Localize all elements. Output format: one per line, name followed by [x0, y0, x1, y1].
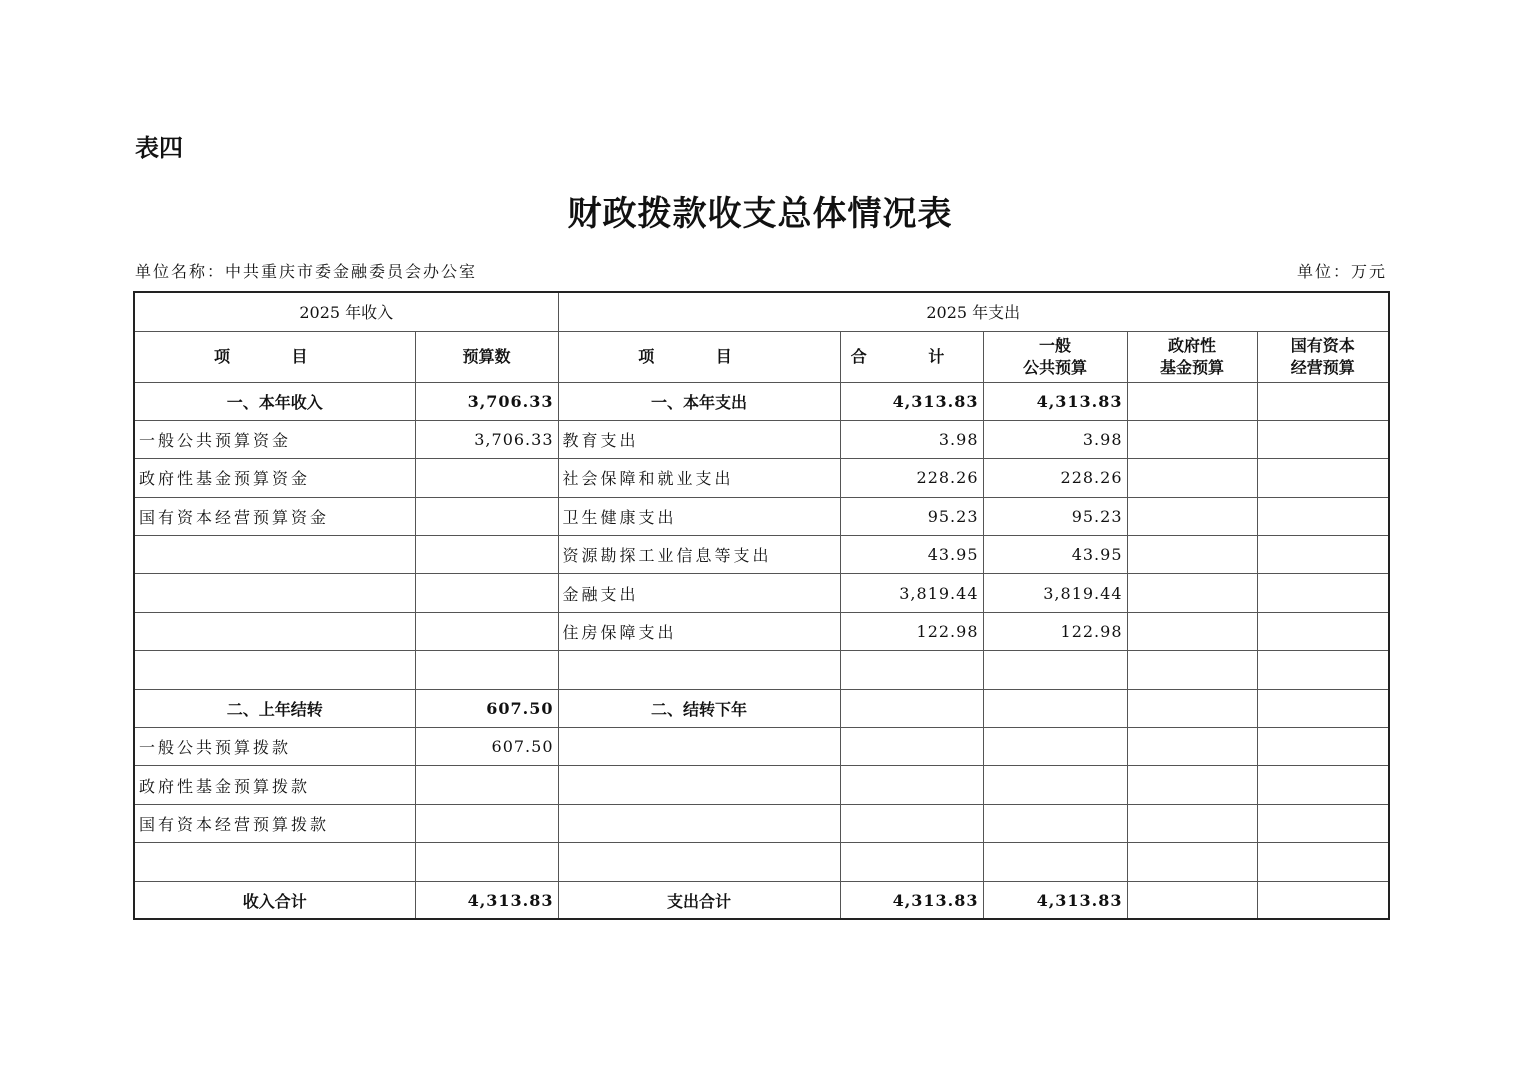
total-cell — [840, 843, 983, 881]
fund-budget-cell — [1127, 689, 1257, 727]
table-label: 表四 — [135, 134, 183, 162]
income-item-cell — [134, 612, 415, 650]
fund-budget-header: 政府性 基金预算 — [1127, 331, 1257, 382]
income-budget-header: 预算数 — [415, 331, 558, 382]
income-item-cell — [134, 574, 415, 612]
total-cell — [840, 766, 983, 804]
table-row — [134, 382, 1389, 420]
income-value-cell: 4,313.83 — [415, 881, 558, 919]
income-value-cell — [415, 497, 558, 535]
expense-group-header: 2025 年支出 — [558, 292, 1389, 331]
expense-item-cell: 卫生健康支出 — [558, 497, 840, 535]
income-item-header — [134, 331, 415, 382]
income-item-cell — [134, 651, 415, 689]
fund-budget-cell — [1127, 651, 1257, 689]
income-item-cell: 一般公共预算资金 — [134, 420, 415, 458]
total-cell — [840, 728, 983, 766]
state-capital-cell — [1257, 420, 1389, 458]
general-budget-cell: 3,819.44 — [983, 574, 1127, 612]
expense-item-cell: 资源勘探工业信息等支出 — [558, 536, 840, 574]
income-item-cell: 政府性基金预算拨款 — [134, 766, 415, 804]
table-row — [134, 766, 1389, 804]
general-budget-cell — [983, 689, 1127, 727]
table-row — [134, 881, 1389, 919]
income-value-cell: 3,706.33 — [415, 420, 558, 458]
income-item-cell: 一、本年收入 — [134, 382, 415, 420]
general-budget-cell: 122.98 — [983, 612, 1127, 650]
fund-budget-cell — [1127, 459, 1257, 497]
fund-budget-cell — [1127, 420, 1257, 458]
state-capital-cell — [1257, 651, 1389, 689]
state-capital-cell — [1257, 382, 1389, 420]
expense-item-header — [558, 331, 840, 382]
table-row — [134, 574, 1389, 612]
state-capital-header: 国有资本 经营预算 — [1257, 331, 1389, 382]
table-row — [134, 728, 1389, 766]
expense-item-cell — [558, 843, 840, 881]
income-item-cell: 国有资本经营预算拨款 — [134, 804, 415, 842]
table-row — [134, 459, 1389, 497]
table-row — [134, 651, 1389, 689]
expense-item-cell: 金融支出 — [558, 574, 840, 612]
expense-item-cell: 社会保障和就业支出 — [558, 459, 840, 497]
total-cell — [840, 651, 983, 689]
income-value-cell — [415, 843, 558, 881]
expense-item-cell: 一、本年支出 — [558, 382, 840, 420]
total-cell — [840, 689, 983, 727]
document-title: 财政拨款收支总体情况表 — [567, 194, 953, 234]
state-capital-cell — [1257, 459, 1389, 497]
table-row — [134, 612, 1389, 650]
general-budget-cell — [983, 804, 1127, 842]
table-row — [134, 689, 1389, 727]
total-cell: 4,313.83 — [840, 382, 983, 420]
table-row — [134, 843, 1389, 881]
fund-budget-cell — [1127, 536, 1257, 574]
fund-budget-cell — [1127, 728, 1257, 766]
expense-item-header-text: 项 目 — [638, 346, 760, 366]
income-value-cell — [415, 459, 558, 497]
income-value-cell — [415, 612, 558, 650]
income-item-cell: 二、上年结转 — [134, 689, 415, 727]
state-capital-cell — [1257, 574, 1389, 612]
income-value-cell: 607.50 — [415, 689, 558, 727]
income-item-cell: 收入合计 — [134, 881, 415, 919]
income-item-cell: 国有资本经营预算资金 — [134, 497, 415, 535]
total-cell — [840, 804, 983, 842]
income-value-cell — [415, 804, 558, 842]
fund-budget-cell — [1127, 574, 1257, 612]
budget-table — [133, 291, 1390, 920]
expense-item-cell — [558, 766, 840, 804]
expense-item-cell: 二、结转下年 — [558, 689, 840, 727]
income-value-cell: 607.50 — [415, 728, 558, 766]
state-capital-cell — [1257, 728, 1389, 766]
state-capital-cell — [1257, 881, 1389, 919]
state-capital-cell — [1257, 612, 1389, 650]
state-capital-cell — [1257, 766, 1389, 804]
income-item-cell — [134, 843, 415, 881]
table-row — [134, 420, 1389, 458]
income-item-cell: 一般公共预算拨款 — [134, 728, 415, 766]
general-budget-cell: 4,313.83 — [983, 881, 1127, 919]
general-budget-cell: 4,313.83 — [983, 382, 1127, 420]
total-cell: 3.98 — [840, 420, 983, 458]
general-budget-cell: 3.98 — [983, 420, 1127, 458]
expense-item-cell — [558, 804, 840, 842]
fund-budget-cell — [1127, 612, 1257, 650]
total-cell: 4,313.83 — [840, 881, 983, 919]
general-budget-cell — [983, 651, 1127, 689]
expense-item-cell: 支出合计 — [558, 881, 840, 919]
total-header-text: 合 计 — [850, 346, 973, 366]
general-budget-cell — [983, 766, 1127, 804]
table-row — [134, 497, 1389, 535]
state-capital-cell — [1257, 843, 1389, 881]
header-row-group — [134, 292, 1389, 331]
total-cell: 122.98 — [840, 612, 983, 650]
state-capital-cell — [1257, 497, 1389, 535]
unit-name: 单位名称：中共重庆市委金融委员会办公室 — [135, 262, 478, 281]
unit-label: 单位：万元 — [1296, 262, 1387, 281]
general-budget-cell: 228.26 — [983, 459, 1127, 497]
fund-budget-cell — [1127, 804, 1257, 842]
fund-budget-cell — [1127, 881, 1257, 919]
total-cell: 3,819.44 — [840, 574, 983, 612]
total-cell: 228.26 — [840, 459, 983, 497]
table-row — [134, 804, 1389, 842]
state-capital-cell — [1257, 804, 1389, 842]
income-value-cell — [415, 651, 558, 689]
general-budget-cell: 95.23 — [983, 497, 1127, 535]
total-cell: 43.95 — [840, 536, 983, 574]
income-item-cell — [134, 536, 415, 574]
income-group-header: 2025 年收入 — [134, 292, 558, 331]
general-budget-cell: 43.95 — [983, 536, 1127, 574]
general-budget-header: 一般 公共预算 — [983, 331, 1127, 382]
table-row — [134, 536, 1389, 574]
total-header — [840, 331, 983, 382]
income-value-cell — [415, 574, 558, 612]
fund-budget-cell — [1127, 766, 1257, 804]
expense-item-cell: 住房保障支出 — [558, 612, 840, 650]
income-value-cell — [415, 536, 558, 574]
fund-budget-cell — [1127, 497, 1257, 535]
expense-item-cell — [558, 728, 840, 766]
total-cell: 95.23 — [840, 497, 983, 535]
general-budget-cell — [983, 843, 1127, 881]
expense-item-cell — [558, 651, 840, 689]
general-budget-cell — [983, 728, 1127, 766]
state-capital-cell — [1257, 689, 1389, 727]
income-value-cell: 3,706.33 — [415, 382, 558, 420]
fund-budget-cell — [1127, 843, 1257, 881]
income-item-cell: 政府性基金预算资金 — [134, 459, 415, 497]
fund-budget-cell — [1127, 382, 1257, 420]
state-capital-cell — [1257, 536, 1389, 574]
income-value-cell — [415, 766, 558, 804]
income-item-header-text: 项 目 — [213, 346, 336, 366]
expense-item-cell: 教育支出 — [558, 420, 840, 458]
header-row-columns — [134, 331, 1389, 382]
